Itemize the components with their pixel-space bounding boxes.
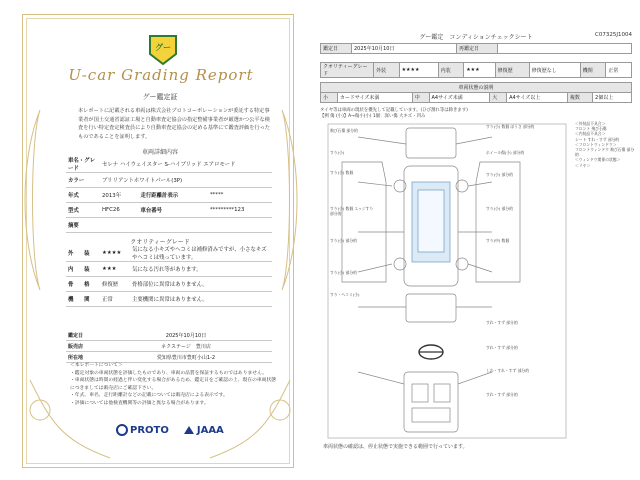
callout-label: すり(中) 数個 xyxy=(486,238,510,243)
proto-logo xyxy=(116,424,169,436)
list-item: ＜リヤ＞ xyxy=(575,162,591,168)
shop-label: 販売店 xyxy=(66,341,100,352)
size-cell: 中 xyxy=(412,93,429,103)
legend-line: タイヤ等は車両の現状を優先して記載しています。(ひび割れ等は除きます) xyxy=(320,108,468,113)
brand-logos xyxy=(116,424,224,436)
certificate-subtitle: グー鑑定証 xyxy=(142,93,178,101)
callout-label: すり(小) 数個 xyxy=(330,170,354,175)
callout-label: すり(小) 部分的 xyxy=(486,172,513,177)
callout-label: すり(小) 数個 ぼうさ 部分的 xyxy=(486,124,535,129)
grade-text: 骨格部位に異常はありません。 xyxy=(130,277,272,292)
notes-title: ＜本レポートについて＞ xyxy=(70,363,123,368)
table-row xyxy=(321,44,632,54)
list-item: ＜外装品不具合＞ xyxy=(575,121,606,126)
size-cell: A4サイズ以上 xyxy=(507,93,568,103)
year-label: 年式 xyxy=(66,188,100,203)
jaaa-text: JAAA xyxy=(196,424,224,436)
sheet-code: C07325J1004 xyxy=(595,32,632,38)
callout-label: すり(小) 部分的 xyxy=(330,238,357,243)
q-label: 修復歴 xyxy=(495,63,529,78)
jaaa-logo xyxy=(183,424,224,436)
grade-stars: ★★★★ xyxy=(100,245,130,262)
note-item: ・年式、車名、走行距離計などの記載については販売店による表示です。 xyxy=(70,393,228,399)
chassis-label: 車台番号 xyxy=(138,203,207,218)
grade-section-heading: クオリティーグレード xyxy=(130,239,190,246)
next-label: 再鑑定日 xyxy=(457,44,498,54)
list-item: ＜ウィンドウ関係の状態＞ xyxy=(575,157,621,163)
condition-list xyxy=(575,121,635,168)
footer-note: 車両状態の確認は、停止状態で実施できる範囲で行っています。 xyxy=(323,444,468,450)
remarks-value xyxy=(100,218,272,233)
q-value: ★★★★ xyxy=(399,63,438,78)
notes xyxy=(70,362,280,408)
jaaa-mark-icon xyxy=(183,424,195,436)
quality-label: クオリティーグレード xyxy=(321,63,374,78)
table-row xyxy=(66,277,272,292)
model-label: 車名・グレード xyxy=(66,156,100,173)
report-title: U-car Grading Report xyxy=(68,66,254,84)
legend xyxy=(320,108,630,120)
list-item: シート すれ・すず 部分的 xyxy=(575,136,620,142)
goo-kantei-logo xyxy=(146,32,180,66)
appraisal-date-label: 鑑定日 xyxy=(66,330,100,341)
note-item: ・評価については他検査機関等の評価と異なる場合があります。 xyxy=(70,400,209,406)
remarks-label: 摘要 xyxy=(66,218,100,233)
list-item: ＜内装品不具合＞ xyxy=(575,131,606,137)
table-row xyxy=(66,341,272,352)
model-value: セレナ ハイウェイスター S-ハイブリッド エアロモード xyxy=(100,156,272,173)
grade-label: 骨 格 xyxy=(66,277,100,292)
chassis-value: *********123 xyxy=(208,203,272,218)
callout-label: すり(小) xyxy=(330,150,345,155)
table-row xyxy=(66,245,272,262)
table-row xyxy=(321,83,632,93)
intro-text: 本レポートに記載される車両は株式会社プロトコーポレーションが委託する特定事業者が国土交通省認証工場と自動車査定協会の指定整備事業者が厳選かつ公平な検査を行い特定査定検査員により自動車査定協会の定める基準にて鑑査評価を行ったものであることを証明します。 xyxy=(78,108,270,140)
grade-table xyxy=(66,245,272,307)
color-value: ブリリアントホワイトパール(3P) xyxy=(100,173,272,188)
table-row xyxy=(66,218,272,233)
table-row xyxy=(66,156,272,173)
mileage-value: ***** xyxy=(208,188,272,203)
q-label: 外装 xyxy=(374,63,400,78)
mileage-label: 走行距離計表示 xyxy=(138,188,207,203)
type-value: HFC26 xyxy=(100,203,138,218)
appraisal-date-value: 2025年10月10日 xyxy=(100,330,272,341)
grade-text: 気になる小キズやヘコミは補修済みですが、小さなキズやヘコミは残っています。 xyxy=(130,245,272,262)
grade-stars: 修復歴 xyxy=(100,277,130,292)
sheet-title: グー鑑定 コンディションチェックシート xyxy=(419,34,533,41)
note-item: ・車両状態は時間の経過と伴い変化する場合があるため、鑑定日をご確認の上、現在の車両状態につきましては販売店にご確認下さい。 xyxy=(70,378,277,391)
q-label: 内装 xyxy=(438,63,464,78)
grade-stars: 正常 xyxy=(100,292,130,307)
size-cell: 大 xyxy=(490,93,507,103)
list-item: フロントウィンドウ 飛び石傷 部分的 xyxy=(575,147,635,158)
vehicle-section-heading: 車両詳細内容 xyxy=(141,149,178,156)
table-row xyxy=(321,93,632,103)
q-label: 機関 xyxy=(580,63,606,78)
shop-value: ネクステージ 豊川店 xyxy=(100,341,272,352)
grade-label: 内 装 xyxy=(66,262,100,277)
callout-label: すれ・すず 部分的 xyxy=(486,392,518,397)
table-row xyxy=(66,330,272,341)
svg-text:グー: グー xyxy=(155,43,171,52)
table-row xyxy=(66,188,272,203)
location-value: 愛知県豊川市豊町小山1-2 xyxy=(100,352,272,363)
type-label: 型式 xyxy=(66,203,100,218)
callout-label: 飛び石傷 部分的 xyxy=(330,128,358,133)
proto-text: PROTO xyxy=(130,424,169,436)
callout-label: すり(小) 部分的 xyxy=(330,270,357,275)
date-value: 2025年10月10日 xyxy=(352,44,457,54)
quality-table xyxy=(320,62,632,78)
q-value: 修復歴なし xyxy=(529,63,580,78)
size-cell: A4サイズ未満 xyxy=(429,93,490,103)
size-cell: カードサイズ未満 xyxy=(337,93,412,103)
table-row xyxy=(66,203,272,218)
grade-text: 気になる汚れ等があります。 xyxy=(130,262,272,277)
proto-mark-icon xyxy=(116,424,128,436)
grade-label: 機 関 xyxy=(66,292,100,307)
vehicle-table xyxy=(66,156,272,233)
q-value: 正常 xyxy=(606,63,632,78)
callout-label: すり(小) 数個 エッジすり 部分的 xyxy=(330,206,374,217)
state-table xyxy=(320,82,632,103)
note-item: ・鑑定対象の車両状態を評価したものであり、車両の品質を保証するものではありません。 xyxy=(70,370,267,376)
table-row xyxy=(321,63,632,78)
grade-text: 主要機関に異常はありません。 xyxy=(130,292,272,307)
grading-certificate xyxy=(0,0,316,480)
callout-label: すれ・すず 部分的 xyxy=(486,320,518,325)
table-row xyxy=(66,352,272,363)
legend-line: 【例 傷 (小)】A→傷小(小) 1個：深い傷 大キズ・凹み xyxy=(320,114,426,119)
state-title: 車両状態の説明 xyxy=(321,83,632,93)
color-label: カラー xyxy=(66,173,100,188)
callout-label: すり(小) 部分的 xyxy=(486,206,513,211)
callout-label: すれ・すず 部分的 xyxy=(486,345,518,350)
list-item: ＜フロントウィンドウ＞ xyxy=(575,141,617,147)
table-row xyxy=(66,262,272,277)
size-cell: 小 xyxy=(321,93,338,103)
table-row xyxy=(66,173,272,188)
next-value xyxy=(498,44,632,54)
shop-table xyxy=(66,330,272,363)
table-row xyxy=(66,292,272,307)
list-item: フロント 飛び石傷 xyxy=(575,126,607,132)
callout-label: すり・ヘコミ(小) xyxy=(330,292,360,297)
grade-stars: ★★★ xyxy=(100,262,130,277)
location-label: 所在地 xyxy=(66,352,100,363)
grade-label: 外 装 xyxy=(66,245,100,262)
date-label: 鑑定日 xyxy=(321,44,352,54)
callout-label: ホイール傷(小) 部分的 xyxy=(486,150,525,155)
date-table xyxy=(320,43,632,54)
q-value: ★★★ xyxy=(464,63,495,78)
callout-label: しわ・すれ・すず 部分的 xyxy=(486,368,530,373)
year-value: 2013年 xyxy=(100,188,138,203)
count-cell: 2個以上 xyxy=(593,93,632,103)
count-cell: 複数 xyxy=(567,93,592,103)
